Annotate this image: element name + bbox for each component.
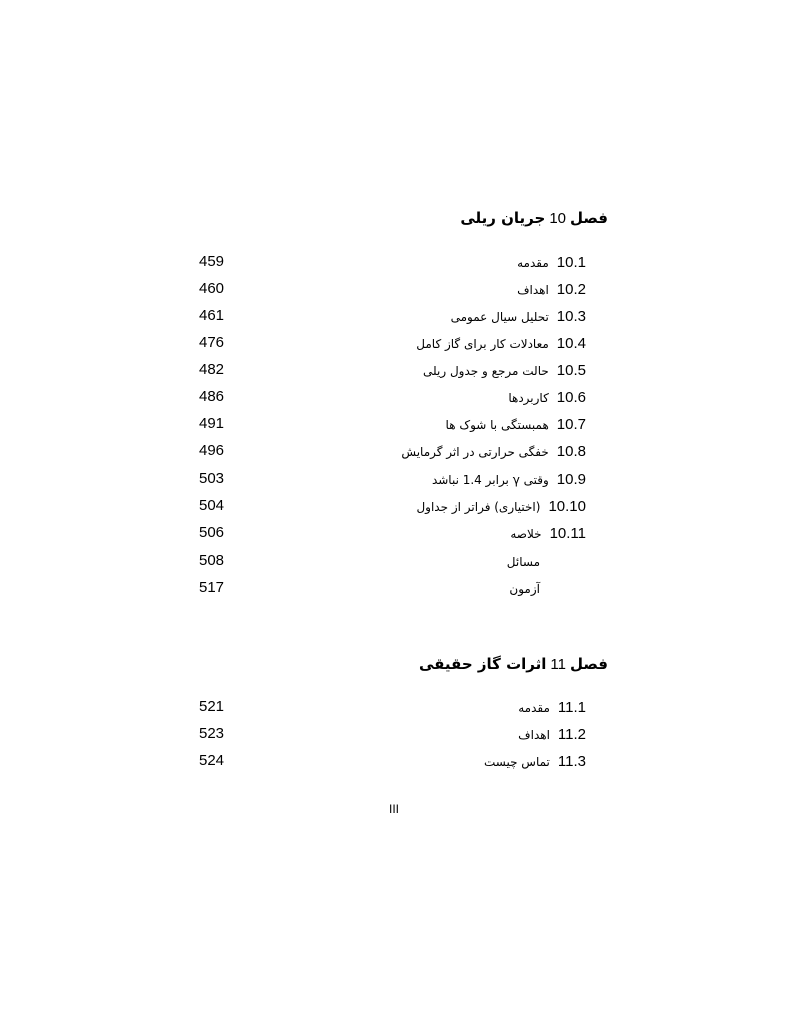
- toc-page-number: 524: [199, 752, 225, 769]
- toc-entry-title: خفگی حرارتی در اثر گرمایش: [401, 445, 549, 459]
- toc-section-number: 11.1: [557, 699, 586, 716]
- toc-row[interactable]: [0, 697, 788, 717]
- toc-row[interactable]: [0, 523, 788, 543]
- toc-entry-title: اهداف: [517, 283, 549, 297]
- toc-section-number: 10.7: [556, 416, 586, 433]
- toc-section-number: 10.1: [556, 254, 586, 271]
- toc-section-number: 10.2: [556, 281, 586, 298]
- toc-entry-title: مقدمه: [517, 256, 549, 270]
- toc-entry: [518, 724, 586, 745]
- toc-entry: [507, 551, 540, 572]
- toc-page-number: 506: [199, 524, 225, 541]
- toc-row[interactable]: [0, 469, 788, 489]
- chapter-label: فصل: [570, 655, 608, 673]
- toc-row[interactable]: [0, 441, 788, 461]
- toc-section-number: 10.11: [549, 525, 586, 542]
- toc-entry: [451, 306, 586, 327]
- chapter-11-heading: [419, 655, 608, 673]
- toc-entry: [446, 414, 586, 435]
- toc-section-number: 10.3: [556, 308, 586, 325]
- toc-entry: [518, 697, 586, 718]
- toc-page-number: 503: [199, 470, 225, 487]
- toc-entry-title: معادلات کار برای گاز کامل: [416, 337, 549, 351]
- toc-row[interactable]: [0, 306, 788, 326]
- toc-section-number: 10.9: [556, 471, 586, 488]
- toc-entry-title: تماس چیست: [483, 755, 550, 769]
- footer-page-number: III: [388, 802, 399, 816]
- toc-entry-title: کاربردها: [508, 391, 549, 405]
- toc-page-number: 476: [199, 334, 225, 351]
- toc-page-number: 486: [199, 388, 225, 405]
- toc-section-number: 10.8: [556, 443, 586, 460]
- toc-row[interactable]: [0, 751, 788, 771]
- toc-page-number: 496: [199, 442, 225, 459]
- toc-section-number: 10.4: [556, 335, 586, 352]
- toc-entry-title: مقدمه: [518, 701, 550, 715]
- toc-entry: [432, 469, 586, 490]
- toc-entry-title: وقتی γ برابر 1.4 نباشد: [431, 473, 549, 487]
- toc-section-number: 11.2: [557, 726, 586, 743]
- toc-entry-title: تحلیل سیال عمومی: [450, 310, 549, 324]
- toc-page-number: 491: [199, 415, 225, 432]
- toc-section-number: 10.10: [548, 498, 586, 515]
- chapter-number: 11: [550, 656, 566, 673]
- toc-entry-title: همبستگی با شوک ها: [445, 418, 549, 432]
- toc-entry: [509, 578, 540, 599]
- toc-entry-title: آزمون: [509, 582, 540, 596]
- toc-section-number: 10.6: [556, 389, 586, 406]
- chapter-label: فصل: [570, 209, 608, 227]
- toc-page-number: 517: [199, 579, 225, 596]
- chapter-title: جریان ریلی: [460, 209, 546, 227]
- toc-entry: [416, 333, 586, 354]
- toc-row[interactable]: [0, 414, 788, 434]
- chapter-number: 10: [549, 210, 566, 227]
- toc-row[interactable]: [0, 496, 788, 516]
- toc-section-number: 10.5: [556, 362, 586, 379]
- toc-row[interactable]: [0, 252, 788, 272]
- toc-page-number: 459: [199, 253, 225, 270]
- toc-entry-title: خلاصه: [510, 527, 542, 541]
- toc-entry-title: مسائل: [506, 555, 540, 569]
- toc-row[interactable]: [0, 387, 788, 407]
- toc-entry: [517, 252, 586, 273]
- toc-entry: [484, 751, 586, 772]
- toc-entry-title: اهداف: [518, 728, 550, 742]
- toc-row[interactable]: [0, 578, 788, 598]
- toc-page-number: 460: [199, 280, 225, 297]
- chapter-10-heading: [460, 209, 608, 227]
- toc-page-number: 482: [199, 361, 225, 378]
- chapter-title: اثرات گاز حقیقی: [418, 655, 547, 673]
- toc-page-number: 523: [199, 725, 225, 742]
- toc-section-number: 11.3: [557, 753, 586, 770]
- toc-row[interactable]: [0, 551, 788, 571]
- toc-page-number: 504: [199, 497, 225, 514]
- toc-page-number: 461: [199, 307, 225, 324]
- toc-row[interactable]: [0, 279, 788, 299]
- toc-row[interactable]: [0, 724, 788, 744]
- toc-row[interactable]: [0, 360, 788, 380]
- toc-entry: [423, 360, 586, 381]
- toc-page-number: 508: [199, 552, 225, 569]
- toc-entry: [510, 523, 586, 544]
- toc-entry: [416, 496, 586, 517]
- toc-entry: [508, 387, 586, 408]
- toc-row[interactable]: [0, 333, 788, 353]
- toc-entry: [401, 441, 586, 462]
- toc-entry-title: (اختیاری) فراتر از جداول: [416, 500, 541, 514]
- toc-entry-title: حالت مرجع و جدول ریلی: [423, 364, 549, 378]
- toc-page-number: 521: [199, 698, 225, 715]
- toc-entry: [517, 279, 586, 300]
